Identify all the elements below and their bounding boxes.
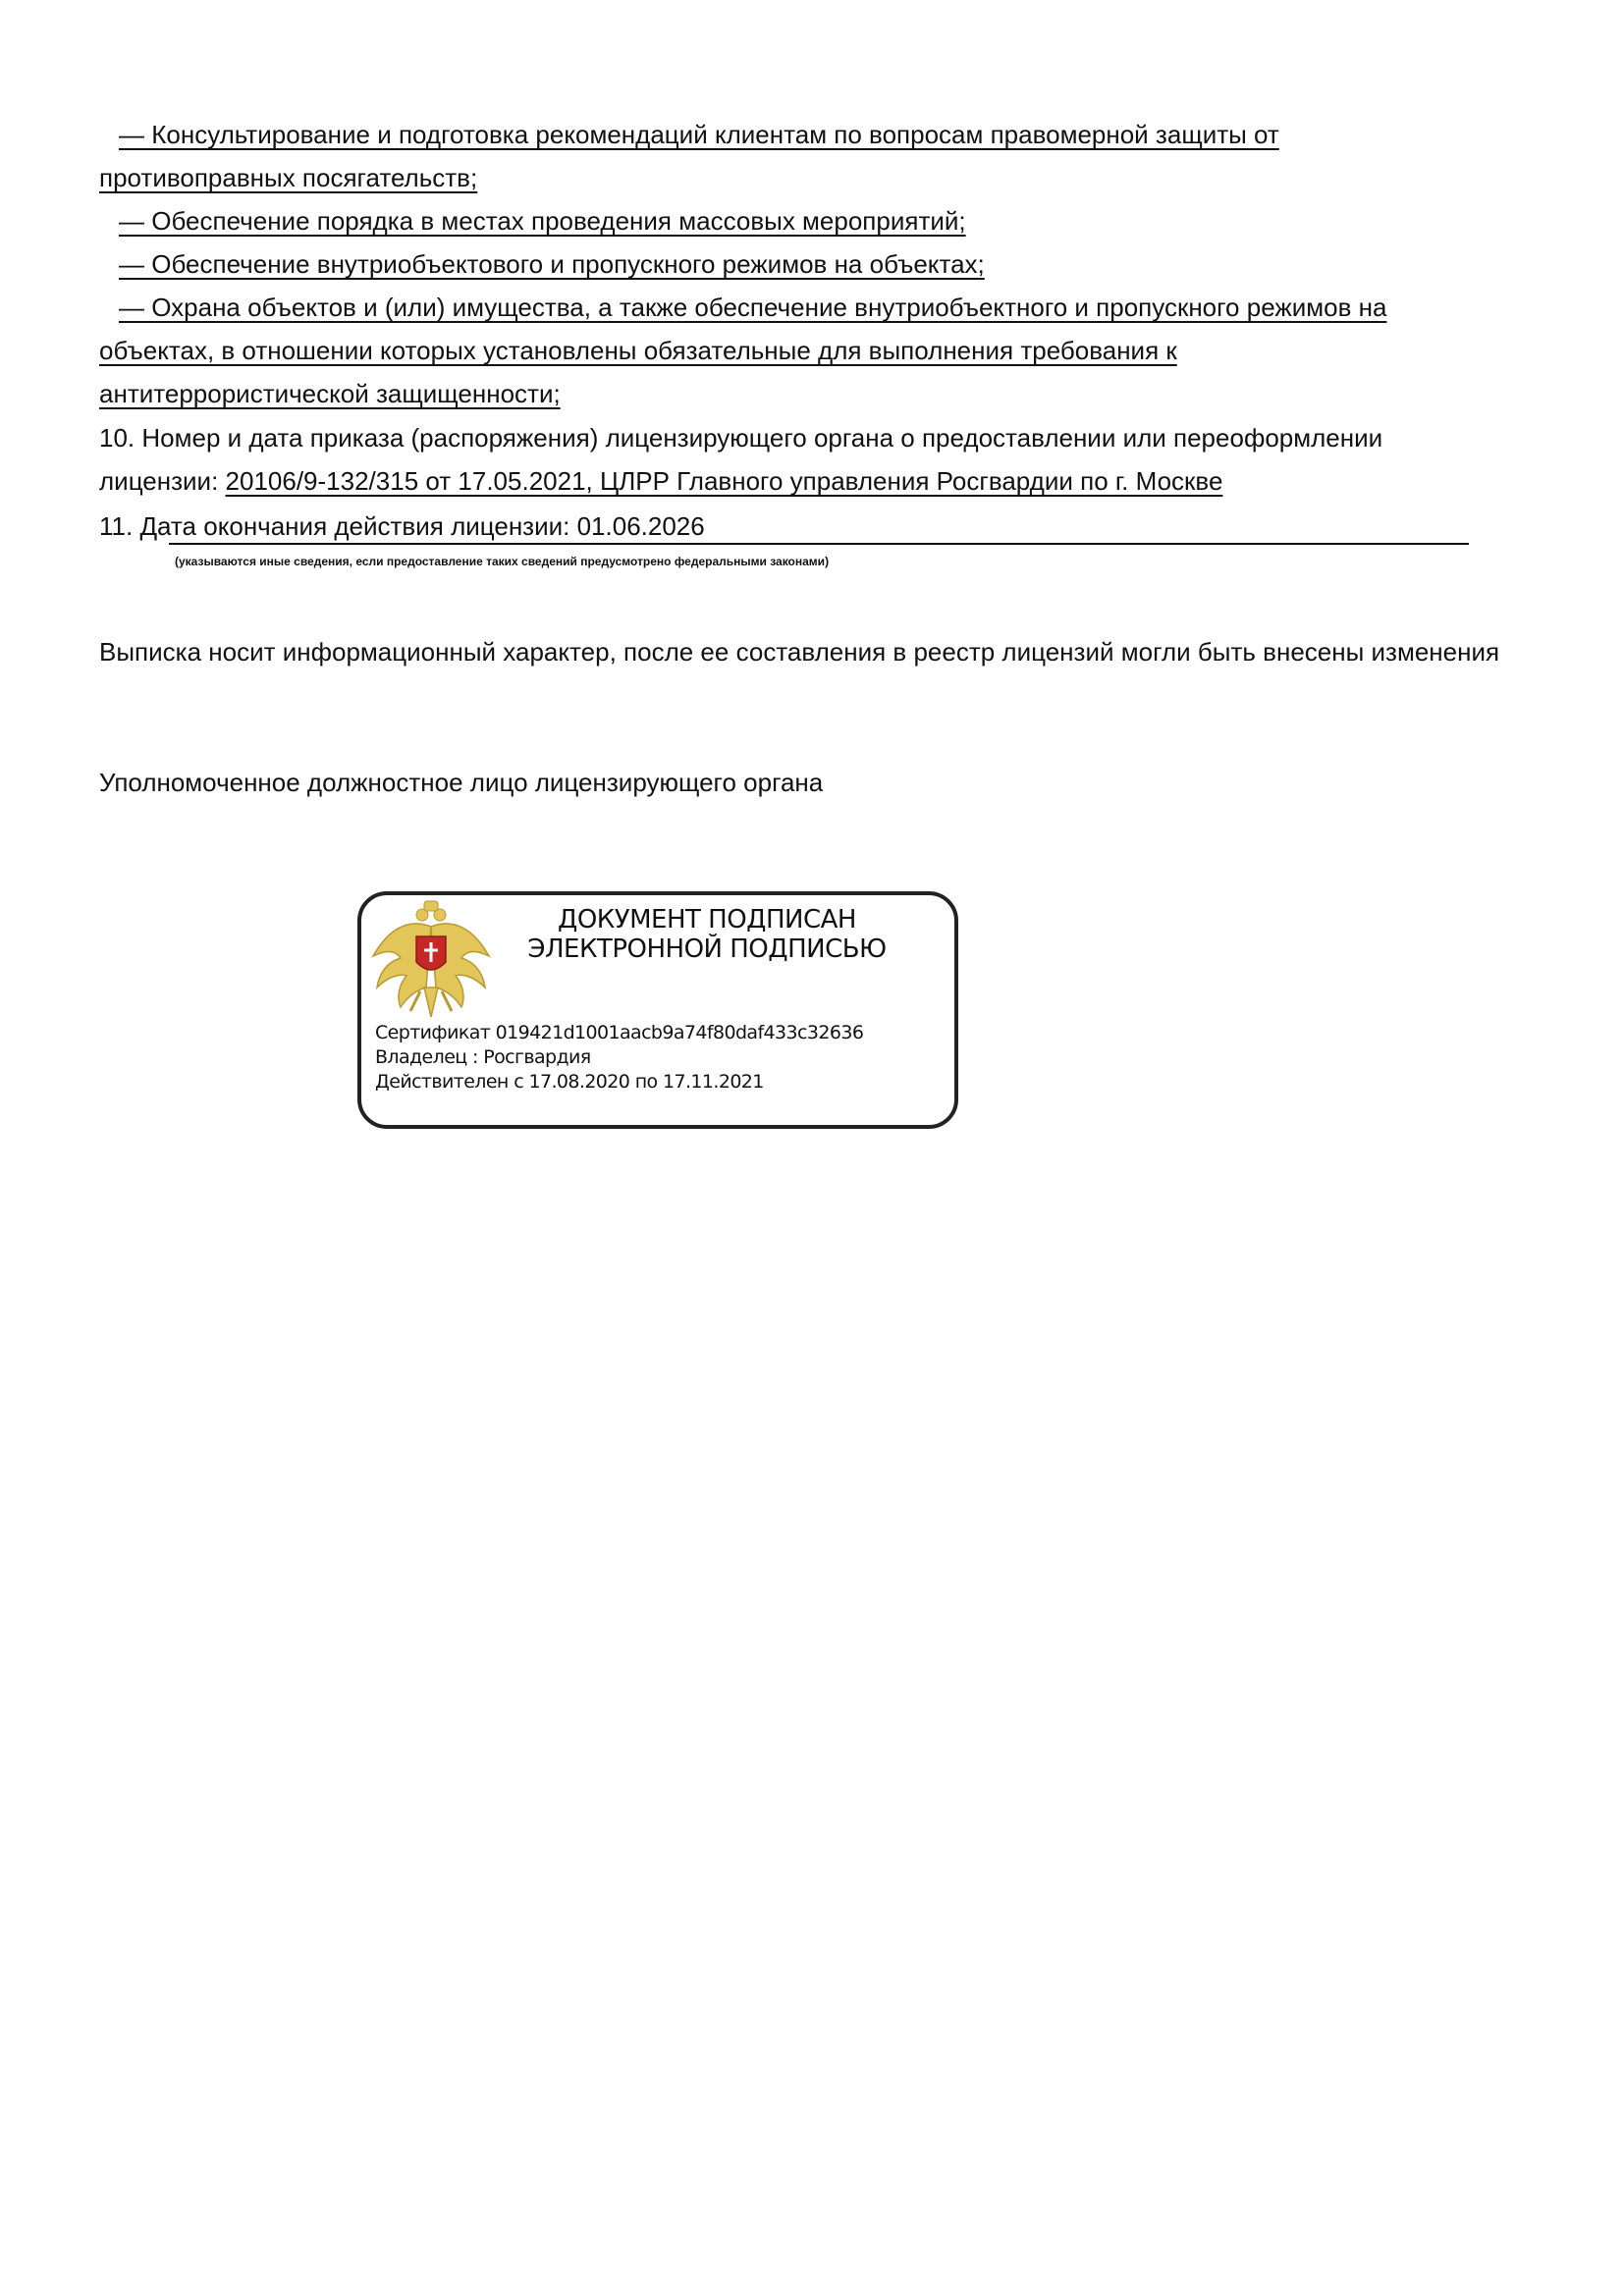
list-item-consulting: — Консультирование и подготовка рекомендаций клиентам по вопросам правомерной защиты от — [119, 120, 1279, 149]
stamp-owner: Владелец : Росгвардия — [375, 1046, 591, 1068]
stamp-info — [375, 1021, 863, 1095]
official-label: Уполномоченное должностное лицо лицензирующего органа — [99, 768, 824, 797]
stamp-title-line2: ЭЛЕКТРОННОЙ ПОДПИСЬЮ — [527, 934, 887, 964]
item10-order-line: лицензии: 20106/9-132/315 от 17.05.2021, ЦЛРР Главного управления Росгвардии по г. Москве — [99, 466, 1223, 496]
item11-note: (указываются иные сведения, если предоставление таких сведений предусмотрено федеральными законами) — [175, 555, 830, 568]
list-item-object-security-cont1: объектах, в отношении которых установлены обязательные для выполнения требования к — [99, 336, 1177, 365]
list-item-access-regime: — Обеспечение внутриобъектового и пропускного режимов на объектах; — [119, 249, 985, 279]
stamp-validity: Действителен с 17.08.2020 по 17.11.2021 — [375, 1071, 764, 1093]
disclaimer-text: Выписка носит информационный характер, после ее составления в реестр лицензий могли быть внесены изменения — [99, 637, 1500, 667]
item11-expiry-value: ата окончания действия лицензии: 01.06.2026 — [157, 511, 705, 541]
item11-fill-rule — [169, 543, 1469, 545]
stamp-title-line1: ДОКУМЕНТ ПОДПИСАН — [558, 905, 856, 934]
stamp-certificate: Сертификат 019421d1001aacb9a74f80daf433c32636 — [375, 1022, 864, 1043]
item11-expiry-line: 11. Дата окончания действия лицензии: 01.06.2026 — [99, 511, 705, 541]
list-item-object-security: — Охрана объектов и (или) имущества, а также обеспечение внутриобъектного и пропускного режимов на — [119, 293, 1387, 322]
list-item-mass-events: — Обеспечение порядка в местах проведения массовых мероприятий; — [119, 206, 966, 236]
item10-order-value: 20106/9-132/315 от 17.05.2021, ЦЛРР Главного управления Росгвардии по г. Москве — [225, 466, 1223, 496]
signature-stamp — [357, 891, 958, 1129]
rosgvardia-emblem-icon — [367, 897, 495, 1023]
stamp-title — [479, 905, 935, 964]
list-item-consulting-cont: противоправных посягательств; — [99, 163, 478, 192]
item10-heading: 10. Номер и дата приказа (распоряжения) лицензирующего органа о предоставлении или переоформлении — [99, 423, 1383, 453]
list-item-object-security-cont2: антитеррористической защищенности; — [99, 379, 561, 408]
